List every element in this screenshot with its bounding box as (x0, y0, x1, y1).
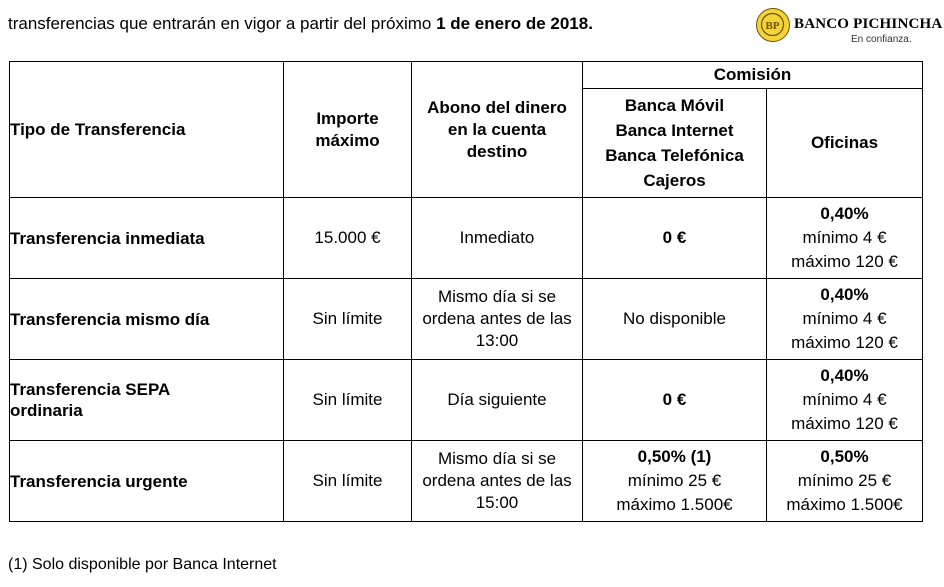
fee-min: mínimo 4 € (802, 309, 887, 328)
intro-plain: transferencias que entrarán en vigor a partir del próximo (8, 14, 437, 33)
row-type (10, 360, 284, 441)
fee-main: 0,50% (820, 447, 869, 466)
intro-text (8, 14, 593, 34)
header-max-amount-text: Importe máximo (315, 108, 380, 150)
row-channels-fee (583, 198, 767, 279)
fee-main: 0 € (662, 228, 687, 247)
table-row (10, 441, 923, 522)
header-type: Tipo de Transferencia (10, 62, 284, 198)
row-type: Transferencia inmediata (10, 198, 284, 279)
header-commission: Comisión (583, 62, 923, 89)
fee-min: mínimo 25 € (797, 471, 892, 490)
table-row (10, 279, 923, 360)
header-credit (412, 62, 583, 198)
fee-main: 0,40% (820, 366, 869, 385)
row-type: Transferencia urgente (10, 441, 284, 522)
bank-name: BANCO PICHINCHA (794, 16, 943, 32)
fee-max: máximo 120 € (791, 333, 898, 352)
row-credit: Día siguiente (412, 360, 583, 441)
bank-monogram-text: BP (765, 20, 780, 32)
row-credit-text: Mismo día si se ordena antes de las 13:00 (422, 287, 572, 350)
row-channels-fee (583, 279, 767, 360)
table-row (10, 360, 923, 441)
row-offices-fee (767, 198, 923, 279)
row-credit-text: Mismo día si se ordena antes de las 15:00 (422, 449, 572, 512)
fee-max: máximo 120 € (791, 414, 898, 433)
header-offices: Oficinas (767, 89, 923, 198)
bank-tagline: En confianza. (851, 34, 912, 45)
fee-min: mínimo 4 € (802, 390, 887, 409)
header-max-amount (284, 62, 412, 198)
bank-monogram-icon (756, 8, 790, 42)
row-offices-fee (767, 441, 923, 522)
fee-main: 0,50% (1) (637, 447, 712, 466)
row-credit (412, 279, 583, 360)
row-offices-fee (767, 360, 923, 441)
header-channels (583, 89, 767, 198)
row-max-amount: Sin límite (284, 279, 412, 360)
row-credit: Inmediato (412, 198, 583, 279)
fee-max: máximo 1.500€ (786, 495, 903, 514)
row-type: Transferencia mismo día (10, 279, 284, 360)
transfer-fees-table (9, 61, 923, 522)
header-channel: Banca Móvil (624, 96, 725, 115)
fee-min: mínimo 4 € (802, 228, 887, 247)
row-max-amount: Sin límite (284, 441, 412, 522)
fee-main: 0,40% (820, 204, 869, 223)
fee-min: mínimo 25 € (627, 471, 722, 490)
fee-max: máximo 1.500€ (616, 495, 733, 514)
table-row (10, 198, 923, 279)
header-row-1 (10, 62, 923, 89)
fee-main: 0,40% (820, 285, 869, 304)
row-offices-fee (767, 279, 923, 360)
row-credit (412, 441, 583, 522)
header-channel: Banca Telefónica (605, 146, 744, 165)
header-credit-text: Abono del dinero en la cuenta destino (427, 97, 567, 161)
intro-date: 1 de enero de 2018. (436, 14, 593, 33)
bank-logo (756, 8, 943, 50)
header-channel: Cajeros (643, 171, 706, 190)
footnote: (1) Solo disponible por Banca Internet (8, 556, 277, 573)
row-channels-fee (583, 360, 767, 441)
fee-main: 0 € (662, 390, 687, 409)
header-channel: Banca Internet (615, 121, 734, 140)
row-max-amount: 15.000 € (284, 198, 412, 279)
row-type-text: Transferencia SEPA ordinaria (10, 380, 170, 420)
row-channels-fee (583, 441, 767, 522)
fee-main: No disponible (622, 309, 726, 328)
row-max-amount: Sin límite (284, 360, 412, 441)
fee-max: máximo 120 € (791, 252, 898, 271)
